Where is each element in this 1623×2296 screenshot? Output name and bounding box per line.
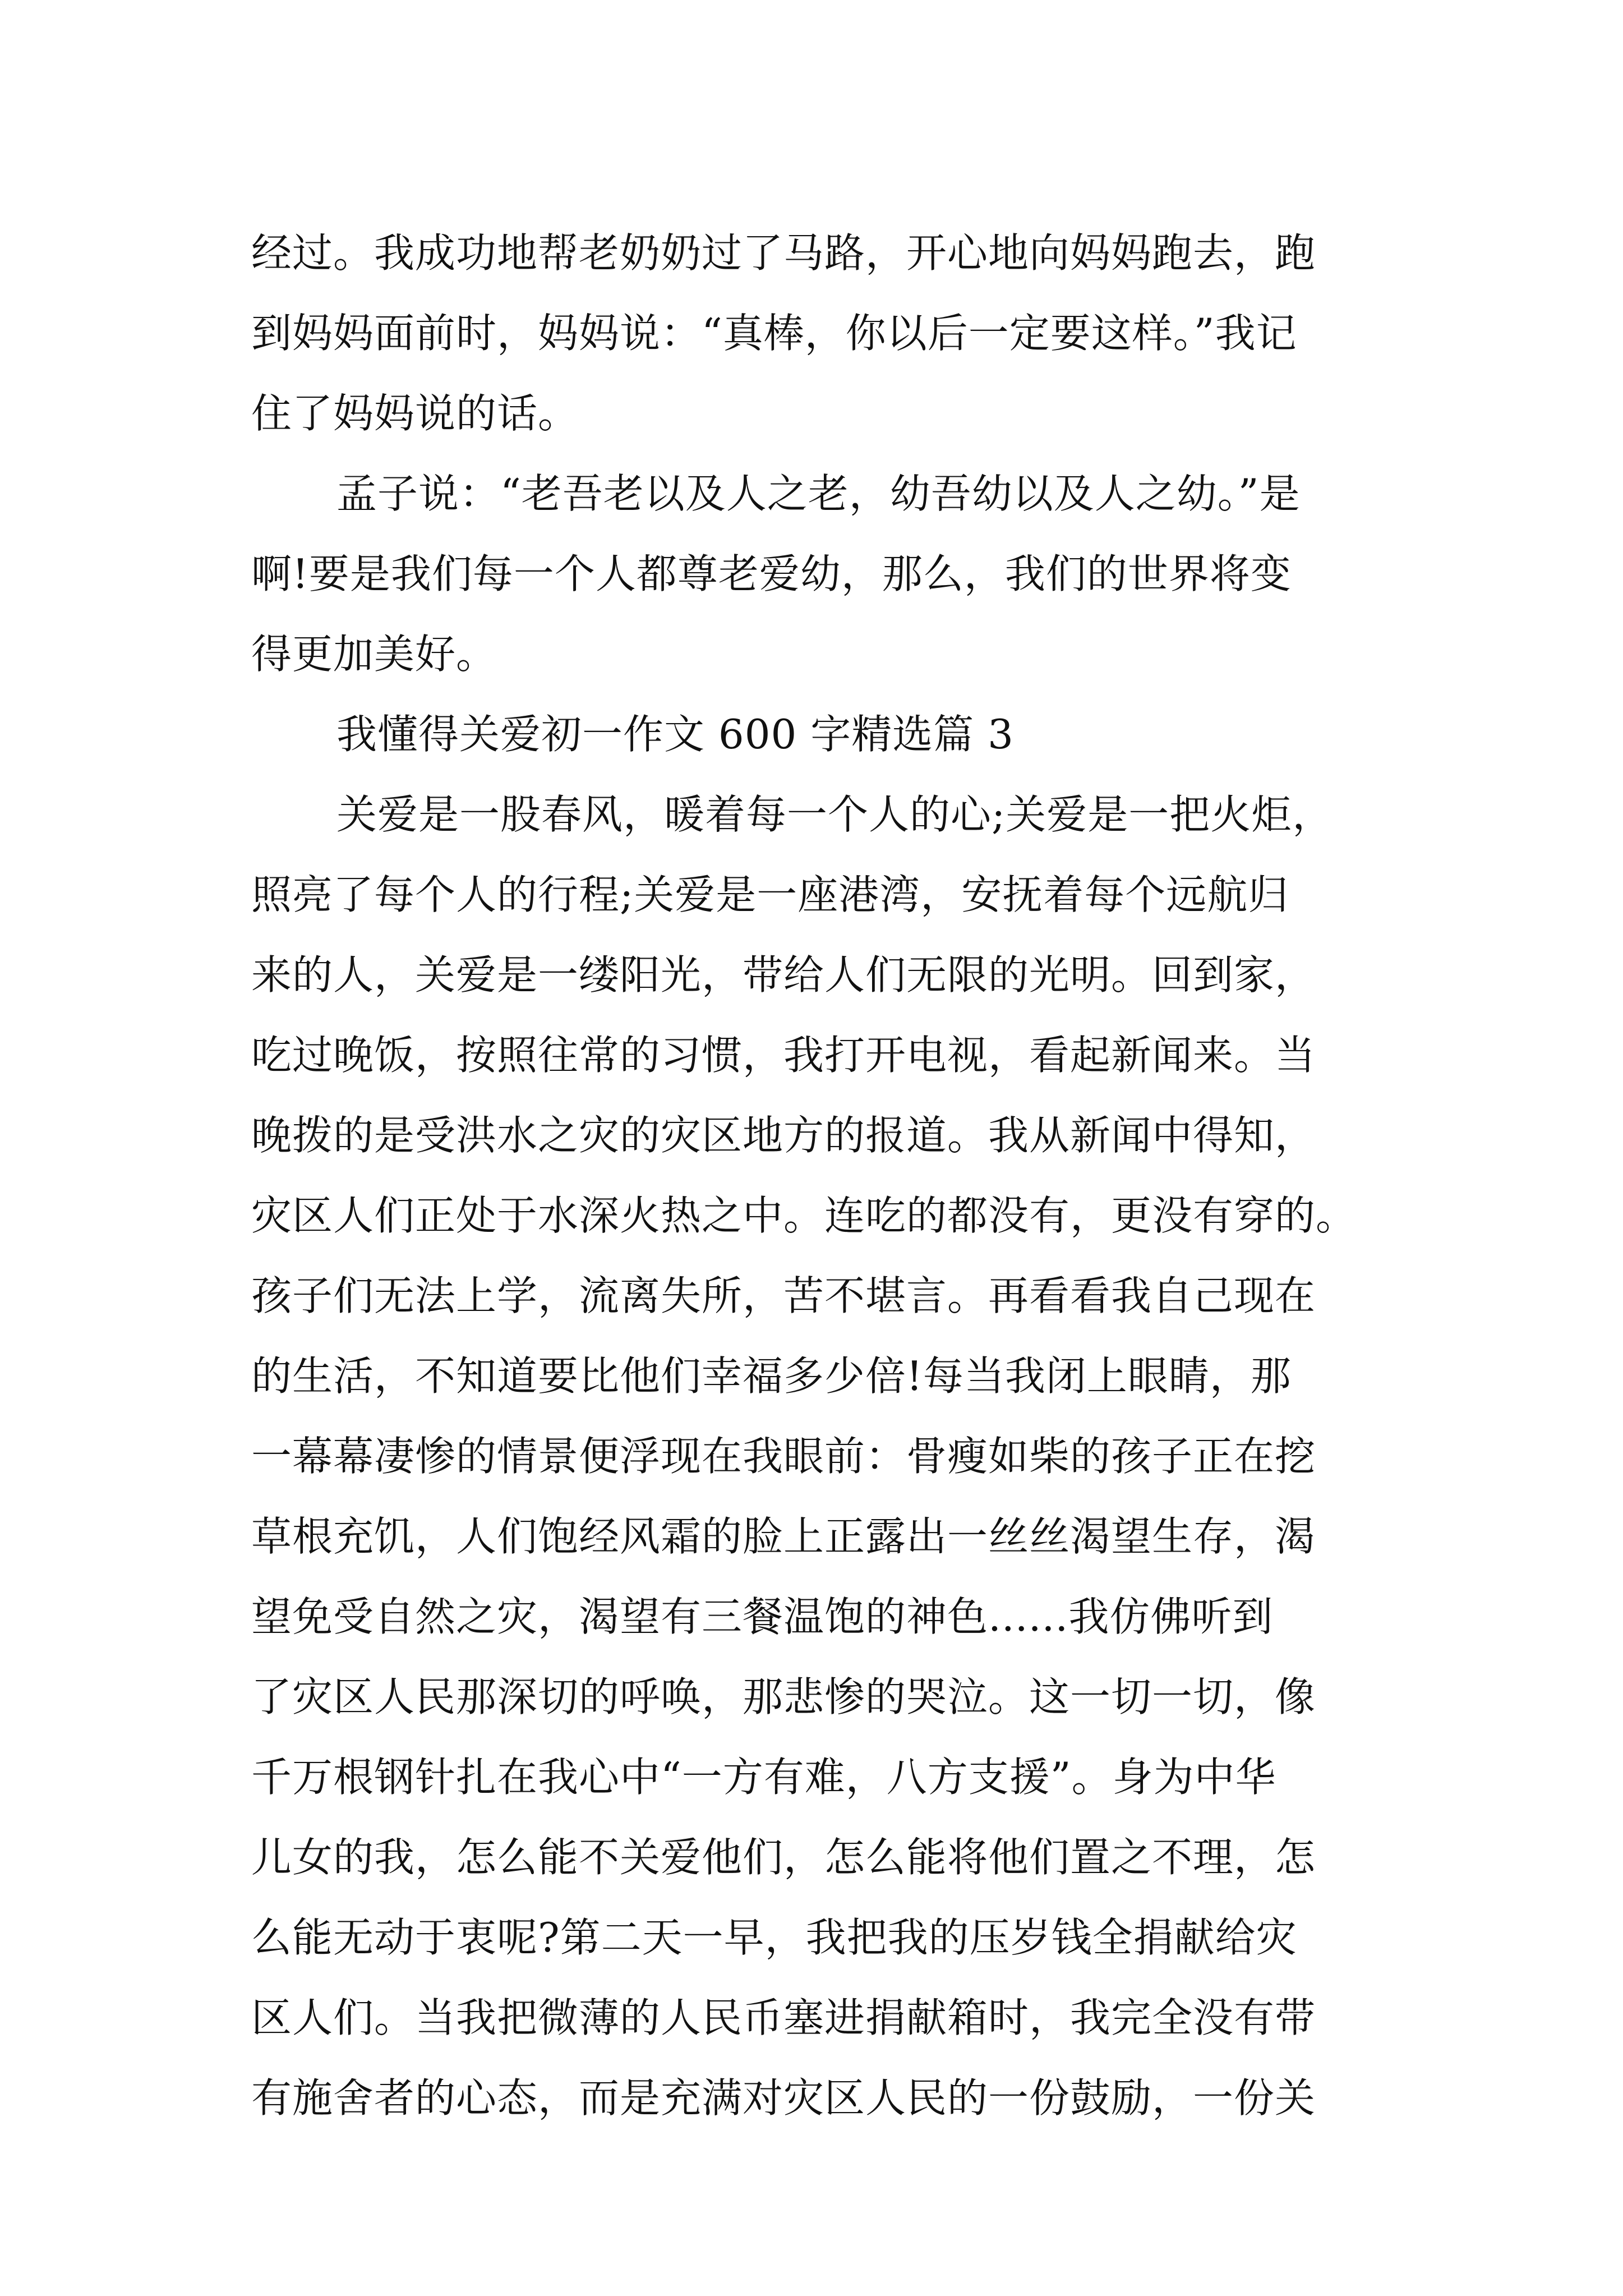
text-line-17: 草根充饥，人们饱经风霜的脸上正露出一丝丝渴望生存，渴 (251, 1513, 1316, 1560)
text-line-8: 关爱是一股春风，暖着每一个人的心;关爱是一把火炬， (336, 791, 1334, 838)
document-body (251, 213, 1390, 2138)
text-line-14: 孩子们无法上学，流离失所，苦不堪言。再看看我自己现在 (251, 1272, 1316, 1319)
text-line-5: 啊!要是我们每一个人都尊老爱幼，那么，我们的世界将变 (251, 550, 1292, 597)
text-line-2: 到妈妈面前时，妈妈说：“真棒，你以后一定要这样。”我记 (251, 310, 1297, 357)
text-line-10: 来的人，关爱是一缕阳光，带给人们无限的光明。回到家， (251, 951, 1316, 999)
section-heading: 我懂得关爱初一作文 600 字精选篇 3 (336, 711, 1014, 758)
text-line-12: 晚拨的是受洪水之灾的灾区地方的报道。我从新闻中得知， (251, 1112, 1316, 1159)
text-line-24: 有施舍者的心态，而是充满对灾区人民的一份鼓励，一份关 (251, 2074, 1316, 2122)
text-line-21: 儿女的我，怎么能不关爱他们，怎么能将他们置之不理，怎 (251, 1834, 1316, 1881)
text-line-3: 住了妈妈说的话。 (251, 390, 579, 437)
text-line-19: 了灾区人民那深切的呼唤，那悲惨的哭泣。这一切一切，像 (251, 1673, 1316, 1720)
text-line-11: 吃过晚饭，按照往常的习惯，我打开电视，看起新闻来。当 (251, 1032, 1316, 1079)
text-line-9: 照亮了每个人的行程;关爱是一座港湾，安抚着每个远航归 (251, 871, 1289, 918)
text-line-18: 望免受自然之灾，渴望有三餐温饱的神色......我仿佛听到 (251, 1593, 1274, 1640)
text-line-13: 灾区人们正处于水深火热之中。连吃的都没有，更没有穿的。 (251, 1192, 1357, 1239)
text-line-20: 千万根钢针扎在我心中“一方有难，八方支援”。身为中华 (251, 1754, 1276, 1801)
text-line-1: 经过。我成功地帮老奶奶过了马路，开心地向妈妈跑去，跑 (251, 229, 1316, 277)
text-line-6: 得更加美好。 (251, 631, 497, 678)
text-line-22: 么能无动于衷呢?第二天一早，我把我的压岁钱全捐献给灾 (251, 1914, 1297, 1961)
text-line-16: 一幕幕凄惨的情景便浮现在我眼前：骨瘦如柴的孩子正在挖 (251, 1433, 1316, 1480)
text-line-15: 的生活，不知道要比他们幸福多少倍!每当我闭上眼睛，那 (251, 1352, 1292, 1400)
text-line-4: 孟子说：“老吾老以及人之老，幼吾幼以及人之幼。”是 (336, 470, 1301, 517)
text-line-23: 区人们。当我把微薄的人民币塞进捐献箱时，我完全没有带 (251, 1994, 1316, 2041)
